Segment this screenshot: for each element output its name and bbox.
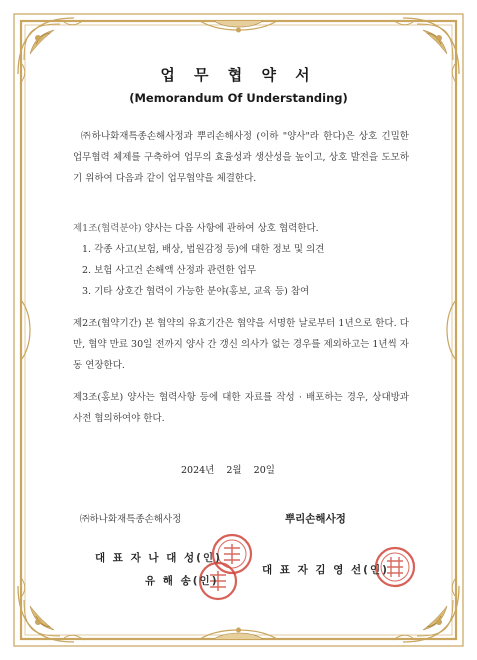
article-1: [73, 218, 409, 302]
article-2: [73, 313, 409, 376]
party-b-rep-line: 대 표 자 김 영 선: [262, 564, 364, 576]
list-item: 1. 각종 사고(보험, 배상, 법원감정 등)에 대한 정보 및 의견: [82, 244, 325, 255]
article-1-items: [73, 239, 409, 302]
date-month: 2월: [226, 465, 242, 476]
article-3-text: 양사는 협력사항 등에 대한 자료를 작성 · 배포하는 경우, 상대방과 사전 협의하여야 한다.: [73, 392, 409, 424]
article-1-text: 양사는 다음 사항에 관하여 상호 협력한다.: [144, 223, 319, 234]
party-a-representative-2: [145, 573, 219, 588]
party-a-name: ㈜하나화재특종손해사정: [80, 514, 182, 525]
date-year: 2024년: [181, 465, 215, 476]
article-1-heading: [73, 218, 409, 239]
seal-mark-a2: (인): [192, 575, 219, 587]
list-item: 3. 기타 상호간 협력이 가능한 분야(홍보, 교육 등) 참여: [82, 286, 310, 297]
party-a-representative-1: [95, 550, 222, 565]
signing-date: [181, 462, 284, 476]
seal-mark-a1: (인): [196, 552, 222, 564]
article-2-label: 제2조(협약기간): [73, 318, 142, 329]
document-title: 업 무 협 약 서: [160, 66, 317, 84]
document-subtitle: (Memorandum Of Understanding): [129, 91, 348, 105]
list-item: 2. 보험 사고건 손해액 산정과 관련한 업무: [82, 265, 257, 276]
article-1-label: 제1조(협력분야): [73, 223, 142, 234]
article-3: [73, 387, 409, 429]
seal-mark-b: (인): [363, 564, 389, 576]
intro-paragraph: ㈜하나화재특종손해사정과 뿌리손해사정 (이하 "양사"라 한다)은 상호 긴밀한 업무협력 체제를 구축하여 업무의 효율성과 생산성을 높이고, 상호 발전을 도모하기 위하여 다음과 같이 업무협약을 체결한다.: [73, 131, 409, 184]
party-b-representative: [262, 562, 389, 577]
article-2-text: 본 협약의 유효기간은 협약을 서명한 날로부터 1년으로 한다. 다만, 협약 만료 30일 전까지 양사 간 갱신 의사가 없는 경우를 제외하고는 1년씩 자동 연장한다.: [73, 318, 409, 371]
party-b-name: 뿌리손해사정: [285, 513, 346, 525]
article-3-label: 제3조(홍보): [73, 392, 124, 403]
date-day: 20일: [253, 465, 275, 476]
party-a-rep-line-2: 유 해 송: [145, 575, 193, 587]
party-a-rep-line-1: 대 표 자 나 대 성: [95, 552, 197, 564]
